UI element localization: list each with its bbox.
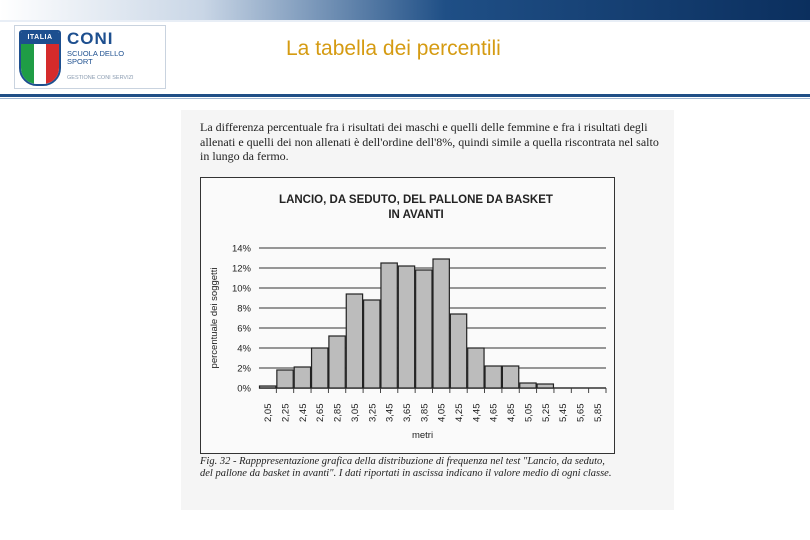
y-tick-label: 12%	[231, 263, 251, 275]
x-tick-label: 5,85	[592, 403, 604, 422]
histogram-bar	[329, 336, 345, 388]
histogram-bar	[485, 366, 501, 388]
x-tick-label: 2,65	[315, 403, 327, 422]
histogram-bar	[381, 263, 397, 388]
x-tick-label: 5,45	[558, 403, 570, 422]
logo-subtitle: SCUOLA DELLO SPORT	[67, 49, 125, 66]
x-tick-label: 4,85	[506, 403, 518, 422]
x-tick-label: 4,25	[454, 403, 466, 422]
histogram-bar	[277, 370, 293, 388]
x-tick-label: 5,05	[523, 403, 535, 422]
coni-logo	[14, 25, 166, 89]
tricolor-stripes	[21, 44, 59, 84]
intro-paragraph: La differenza percentuale fra i risultati dei maschi e quelli delle femmine e fra i risultati degli allenati e quelli dei non allenati è dell'ordine dell'8%, quindi simile a quella riscontrata nel salto in lungo da fermo.	[200, 120, 659, 163]
histogram-bar	[398, 266, 414, 388]
histogram-chart	[201, 178, 614, 453]
x-tick-label: 5,65	[575, 403, 587, 422]
chart-title-line: LANCIO, DA SEDUTO, DEL PALLONE DA BASKET	[279, 194, 553, 206]
histogram-bar	[433, 259, 449, 388]
histogram-bar	[520, 383, 536, 388]
histogram-bar	[364, 300, 380, 388]
y-tick-label: 14%	[231, 243, 251, 255]
figure-caption: Fig. 32 - Rapppresentazione grafica della distribuzione di frequenza nel test "Lancio, da seduto, del pallone da basket in avanti". I dati riportati in ascissa indicano il valore medio di ogni classe.	[200, 456, 612, 479]
chart-frame	[200, 177, 615, 454]
x-tick-label: 3,85	[419, 403, 431, 422]
slide-title: La tabella dei percentili	[286, 37, 501, 60]
x-tick-label: 2,85	[332, 403, 344, 422]
histogram-bar	[416, 270, 432, 388]
x-tick-label: 3,25	[367, 403, 379, 422]
histogram-bar	[537, 384, 553, 388]
x-tick-label: 4,45	[471, 403, 483, 422]
y-tick-label: 10%	[231, 283, 251, 295]
y-tick-label: 8%	[237, 303, 251, 315]
histogram-bar	[450, 314, 466, 388]
x-tick-label: 3,65	[401, 403, 413, 422]
histogram-bar	[502, 366, 518, 388]
chart-title-line: IN AVANTI	[388, 209, 444, 221]
x-tick-label: 2,25	[280, 403, 292, 422]
x-tick-label: 3,05	[349, 403, 361, 422]
y-axis-label: percentuale dei soggetti	[209, 267, 220, 369]
y-tick-label: 6%	[237, 323, 251, 335]
histogram-bar	[312, 348, 328, 388]
y-tick-label: 2%	[237, 363, 251, 375]
logo-tagline: GESTIONE CONI SERVIZI	[67, 75, 134, 81]
y-tick-label: 0%	[237, 383, 251, 395]
x-tick-label: 4,05	[436, 403, 448, 422]
y-tick-label: 4%	[237, 343, 251, 355]
italia-shield-icon	[19, 30, 61, 86]
x-tick-label: 5,25	[540, 403, 552, 422]
header-divider	[0, 94, 810, 97]
top-banner-line	[0, 20, 810, 22]
histogram-bar	[260, 386, 276, 388]
histogram-bar	[346, 294, 362, 388]
top-banner	[0, 0, 810, 20]
x-tick-label: 3,45	[384, 403, 396, 422]
x-axis-label: metri	[411, 430, 434, 441]
histogram-bar	[468, 348, 484, 388]
x-tick-label: 2,45	[297, 403, 309, 422]
histogram-bar	[294, 367, 310, 388]
logo-brand: CONI	[67, 29, 114, 48]
logo-badge-text: ITALIA	[21, 32, 59, 44]
x-tick-label: 2,05	[263, 403, 275, 422]
x-tick-label: 4,65	[488, 403, 500, 422]
header-divider-thin	[0, 98, 810, 99]
